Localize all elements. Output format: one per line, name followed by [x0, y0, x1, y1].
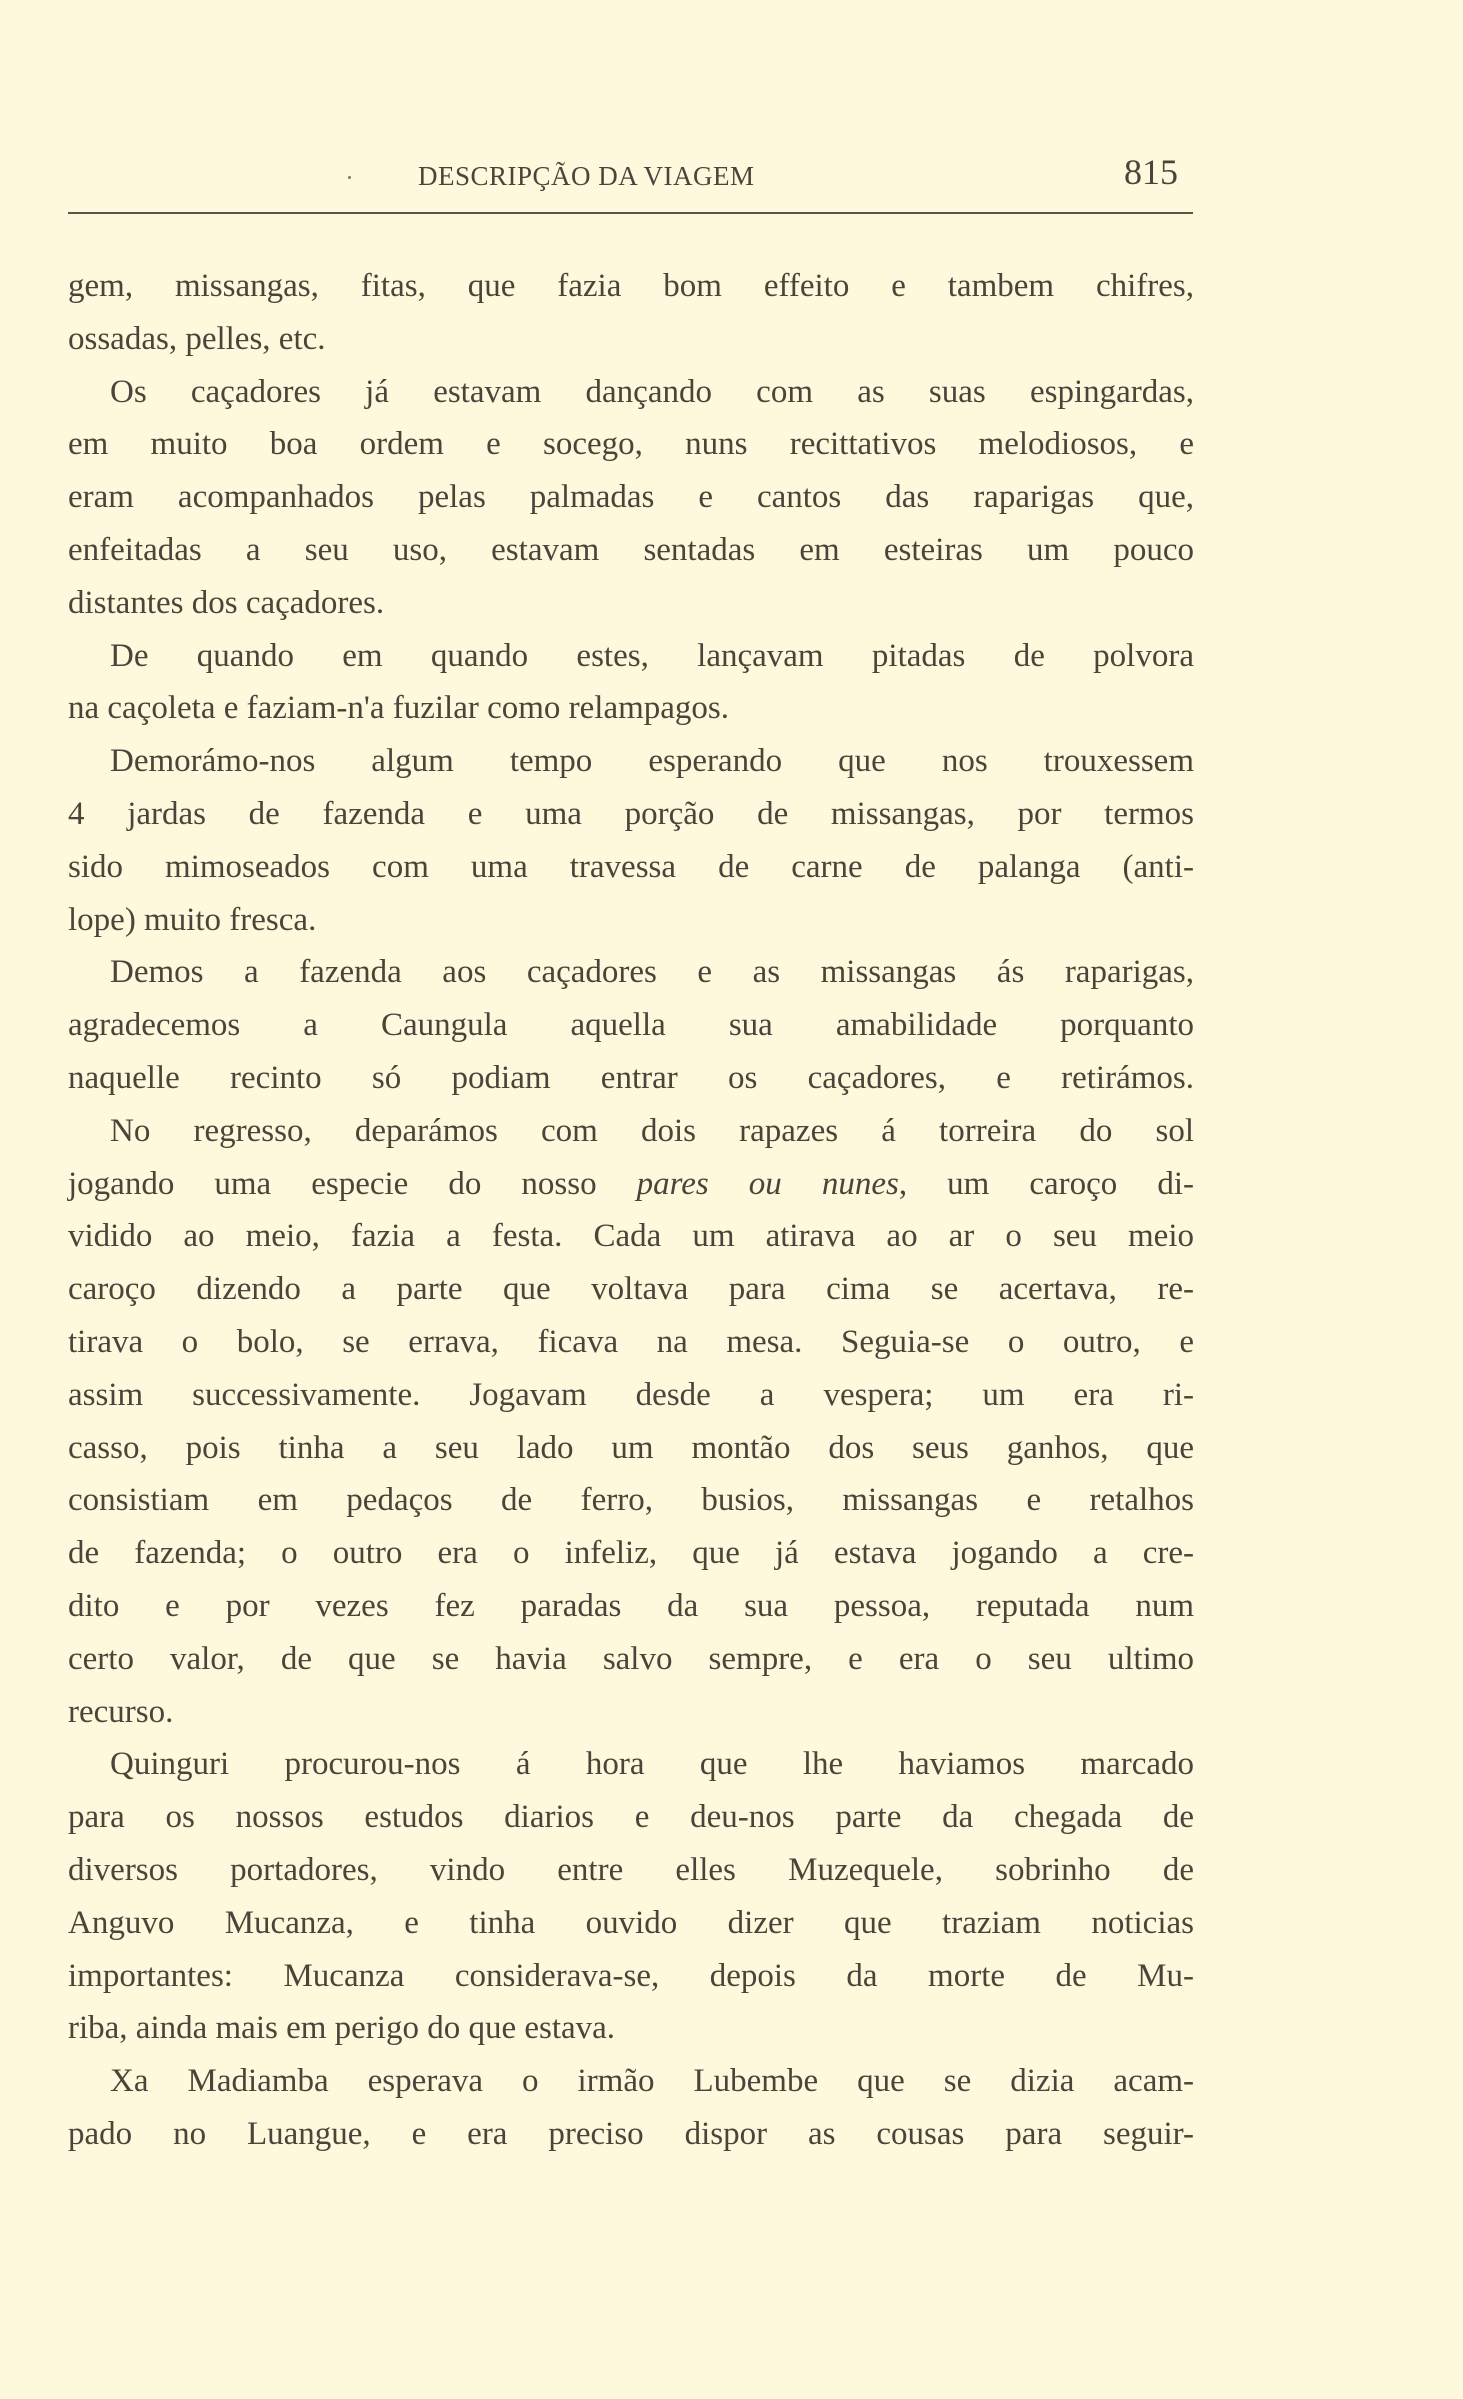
- page-number: 815: [1124, 152, 1178, 192]
- text-line: dito e por vezes fez paradas da sua pessoa, reputada num: [68, 1587, 1194, 1624]
- text-line: pado no Luangue, e era preciso dispor as cousas para seguir-: [68, 2115, 1194, 2152]
- body-text: [68, 260, 1194, 2161]
- text-line: De quando em quando estes, lançavam pitadas de polvora: [110, 637, 1194, 674]
- text-line: na caçoleta e faziam-n'a fuzilar como relampagos.: [68, 690, 729, 727]
- text-line: consistiam em pedaços de ferro, busios, missangas e retalhos: [68, 1482, 1194, 1519]
- italic-phrase: pares ou nunes: [636, 1165, 899, 1202]
- text-segment: jogando uma especie do nosso: [68, 1165, 637, 1202]
- text-line: enfeitadas a seu uso, estavam sentadas em esteiras um pouco: [68, 531, 1194, 568]
- text-line: riba, ainda mais em perigo do que estava.: [68, 2010, 616, 2047]
- text-line: vidido ao meio, fazia a festa. Cada um atirava ao ar o seu meio: [68, 1218, 1194, 1255]
- text-line: diversos portadores, vindo entre elles Muzequele, sobrinho de: [68, 1851, 1194, 1888]
- text-line: lope) muito fresca.: [68, 901, 317, 938]
- print-speck: [348, 176, 351, 179]
- text-line: casso, pois tinha a seu lado um montão dos seus ganhos, que: [68, 1429, 1194, 1466]
- text-line: agradecemos a Caungula aquella sua amabilidade porquanto: [68, 1007, 1194, 1044]
- text-line: Quinguri procurou-nos á hora que lhe haviamos marcado: [110, 1746, 1194, 1783]
- text-line: tirava o bolo, se errava, ficava na mesa. Seguia-se o outro, e: [68, 1323, 1194, 1360]
- text-segment: , um caroço di-: [898, 1165, 1194, 1202]
- text-line: eram acompanhados pelas palmadas e cantos das raparigas que,: [68, 479, 1194, 516]
- text-line: [68, 1158, 1194, 1211]
- text-line: Xa Madiamba esperava o irmão Lubembe que se dizia acam-: [110, 2063, 1194, 2100]
- text-line: caroço dizendo a parte que voltava para cima se acertava, re-: [68, 1271, 1194, 1308]
- text-line: gem, missangas, fitas, que fazia bom effeito e tambem chifres,: [68, 268, 1194, 304]
- header-rule: [68, 212, 1193, 214]
- text-line: Demorámo-nos algum tempo esperando que nos trouxessem: [110, 743, 1194, 780]
- text-line: certo valor, de que se havia salvo sempre, e era o seu ultimo: [68, 1640, 1194, 1677]
- text-line: sido mimoseados com uma travessa de carne de palanga (anti-: [68, 848, 1194, 885]
- running-head-title: DESCRIPÇÃO DA VIAGEM: [418, 161, 755, 191]
- text-line: Os caçadores já estavam dançando com as suas espingardas,: [110, 373, 1194, 410]
- text-line: importantes: Mucanza considerava-se, depois da morte de Mu-: [68, 1957, 1194, 1994]
- text-line: naquelle recinto só podiam entrar os caçadores, e retirámos.: [68, 1059, 1194, 1096]
- text-line: Demos a fazenda aos caçadores e as missangas ás raparigas,: [110, 954, 1194, 991]
- text-line: assim successivamente. Jogavam desde a vespera; um era ri-: [68, 1376, 1194, 1413]
- text-line: ossadas, pelles, etc.: [68, 320, 326, 357]
- text-line: para os nossos estudos diarios e deu-nos parte da chegada de: [68, 1799, 1194, 1836]
- text-line: 4 jardas de fazenda e uma porção de missangas, por termos: [68, 795, 1194, 832]
- text-line: recurso.: [68, 1693, 174, 1730]
- text-line: Anguvo Mucanza, e tinha ouvido dizer que traziam noticias: [68, 1904, 1194, 1941]
- text-line: No regresso, deparámos com dois rapazes á torreira do sol: [110, 1112, 1194, 1149]
- text-line: em muito boa ordem e socego, nuns recittativos melodiosos, e: [68, 426, 1194, 463]
- text-line: de fazenda; o outro era o infeliz, que já estava jogando a cre-: [68, 1535, 1194, 1572]
- text-line: distantes dos caçadores.: [68, 584, 385, 621]
